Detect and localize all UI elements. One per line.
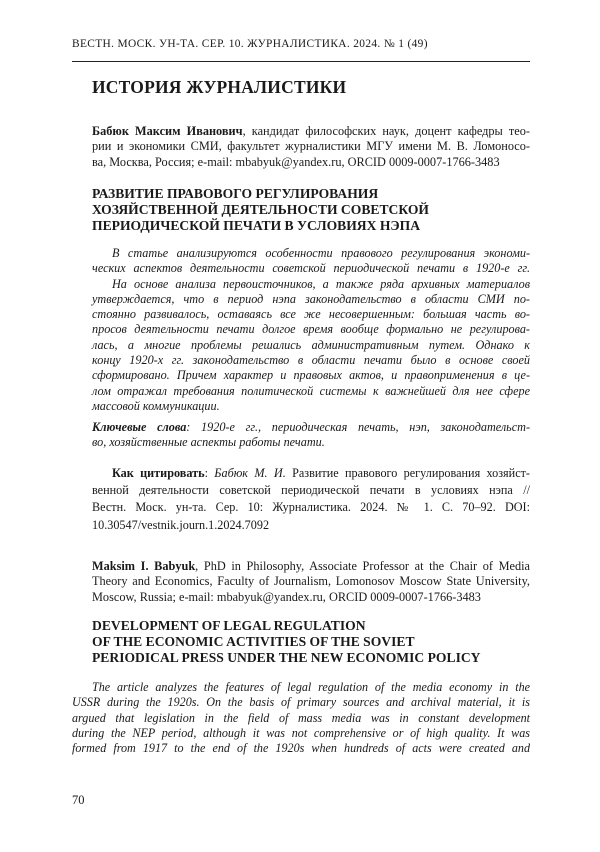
citation-line: Вестн. Моск. ун-та. Сер. 10: Журналистика. 2024. № 1. С. 70–92. DOI: [92, 500, 530, 515]
abstract-line: ческих аспектов деятельности советской периодической печати в 1920-е гг. [92, 261, 530, 276]
citation-line: венной деятельности советской периодической печати в условиях нэпа // [92, 483, 530, 498]
title-line: ХОЗЯЙСТВЕННОЙ ДЕЯТЕЛЬНОСТИ СОВЕТСКОЙ [92, 202, 430, 217]
abstract-line: стоянно развивалось, оставаясь все же несовершенным: большая часть во- [92, 307, 530, 322]
abstract-line: formed from 1917 to the end of the 1920s when hundreds of acts were created and [72, 741, 530, 756]
title-line: PERIODICAL PRESS UNDER THE NEW ECONOMIC POLICY [92, 650, 481, 666]
abstract-line: утверждается, что в период нэпа законодательство в области СМИ по- [92, 291, 530, 306]
abstract-ru [92, 246, 530, 414]
author-info-line: Maksim I. Babyuk, PhD in Philosophy, Associate Professor at the Chair of Media [92, 559, 530, 573]
author-info-line: Moscow, Russia; e-mail: mbabyuk@yandex.ru, ORCID 0009-0007-1766-3483 [92, 589, 481, 604]
abstract-line: лом отражал требования политической системы к важнейшей для нее сфере [92, 383, 530, 398]
title-line: DEVELOPMENT OF LEGAL REGULATION [92, 618, 366, 633]
author-name: Бабюк Максим Иванович [92, 124, 243, 138]
author-info-line: Theory and Economics, Faculty of Journalism, Lomonosov Moscow State University, [92, 574, 530, 589]
title-line: ПЕРИОДИЧЕСКОЙ ПЕЧАТИ В УСЛОВИЯХ НЭПА [92, 218, 421, 233]
citation-ru [92, 465, 530, 534]
article-title-en [92, 618, 530, 667]
citation-line: Как цитировать: Бабюк М. И. Развитие правового регулирования хозяйст- [112, 466, 530, 480]
author-info-en [92, 559, 530, 605]
citation-doi: 10.30547/vestnik.journ.1.2024.7092 [92, 517, 270, 532]
keywords-line: Ключевые слова: 1920-е гг., периодическая печать, нэп, законодательст- [92, 420, 531, 434]
author-name-en: Maksim I. Babyuk [92, 559, 196, 573]
abstract-line: The article analyzes the features of legal regulation of the media economy in the [92, 680, 530, 694]
abstract-line: during the NEP period, although it was not comprehensive or of high quality. It was [72, 725, 530, 740]
author-info-line: рии и экономики СМИ, факультет журналистики МГУ имени М. В. Ломоносо- [92, 139, 530, 154]
author-info-line: Бабюк Максим Иванович, кандидат философских наук, доцент кафедры тео- [92, 124, 531, 138]
keywords-ru [92, 420, 530, 451]
keywords-label: Ключевые слова [92, 420, 187, 434]
keywords-line: во, хозяйственные аспекты работы печати. [92, 435, 325, 450]
header-rule [72, 61, 530, 62]
abstract-line: массовой коммуникации. [92, 398, 220, 413]
title-line: РАЗВИТИЕ ПРАВОВОГО РЕГУЛИРОВАНИЯ [92, 186, 379, 201]
abstract-line: USSR during the 1920s. On the basis of primary sources and archival material, it is [72, 695, 530, 710]
citation-label: Как цитировать [112, 466, 205, 480]
author-info-line: ва, Москва, Россия; e-mail: mbabyuk@yandex.ru, ORCID 0009-0007-1766-3483 [92, 154, 500, 169]
abstract-line: сформировано. Причем характер и правовых актов, и правоприменения в це- [92, 368, 530, 383]
author-info-ru [92, 124, 530, 170]
abstract-line: лась, а многие проблемы решались административным путем. Однако к [92, 337, 530, 352]
page-number: 70 [72, 793, 85, 807]
abstract-en [72, 680, 530, 756]
section-title: ИСТОРИЯ ЖУРНАЛИСТИКИ [92, 77, 347, 97]
abstract-line: концу 1920-х гг. законодательство в области печати было в основе своей [92, 353, 530, 368]
abstract-line: В статье анализируются особенности правового регулирования экономи- [112, 246, 530, 260]
citation-author: Бабюк М. И. [214, 466, 286, 480]
abstract-line: просов деятельности печати долгое время вообще формально не регулирова- [92, 322, 530, 337]
running-head: ВЕСТН. МОСК. УН-ТА. СЕР. 10. ЖУРНАЛИСТИКА. 2024. № 1 (49) [72, 38, 428, 50]
abstract-line: argued that legislation in the field of mass media was in constant development [72, 710, 530, 725]
article-title-ru [92, 186, 530, 234]
title-line: OF THE ECONOMIC ACTIVITIES OF THE SOVIET [92, 634, 415, 650]
abstract-line: На основе анализа первоисточников, а также ряда архивных материалов [112, 276, 530, 291]
